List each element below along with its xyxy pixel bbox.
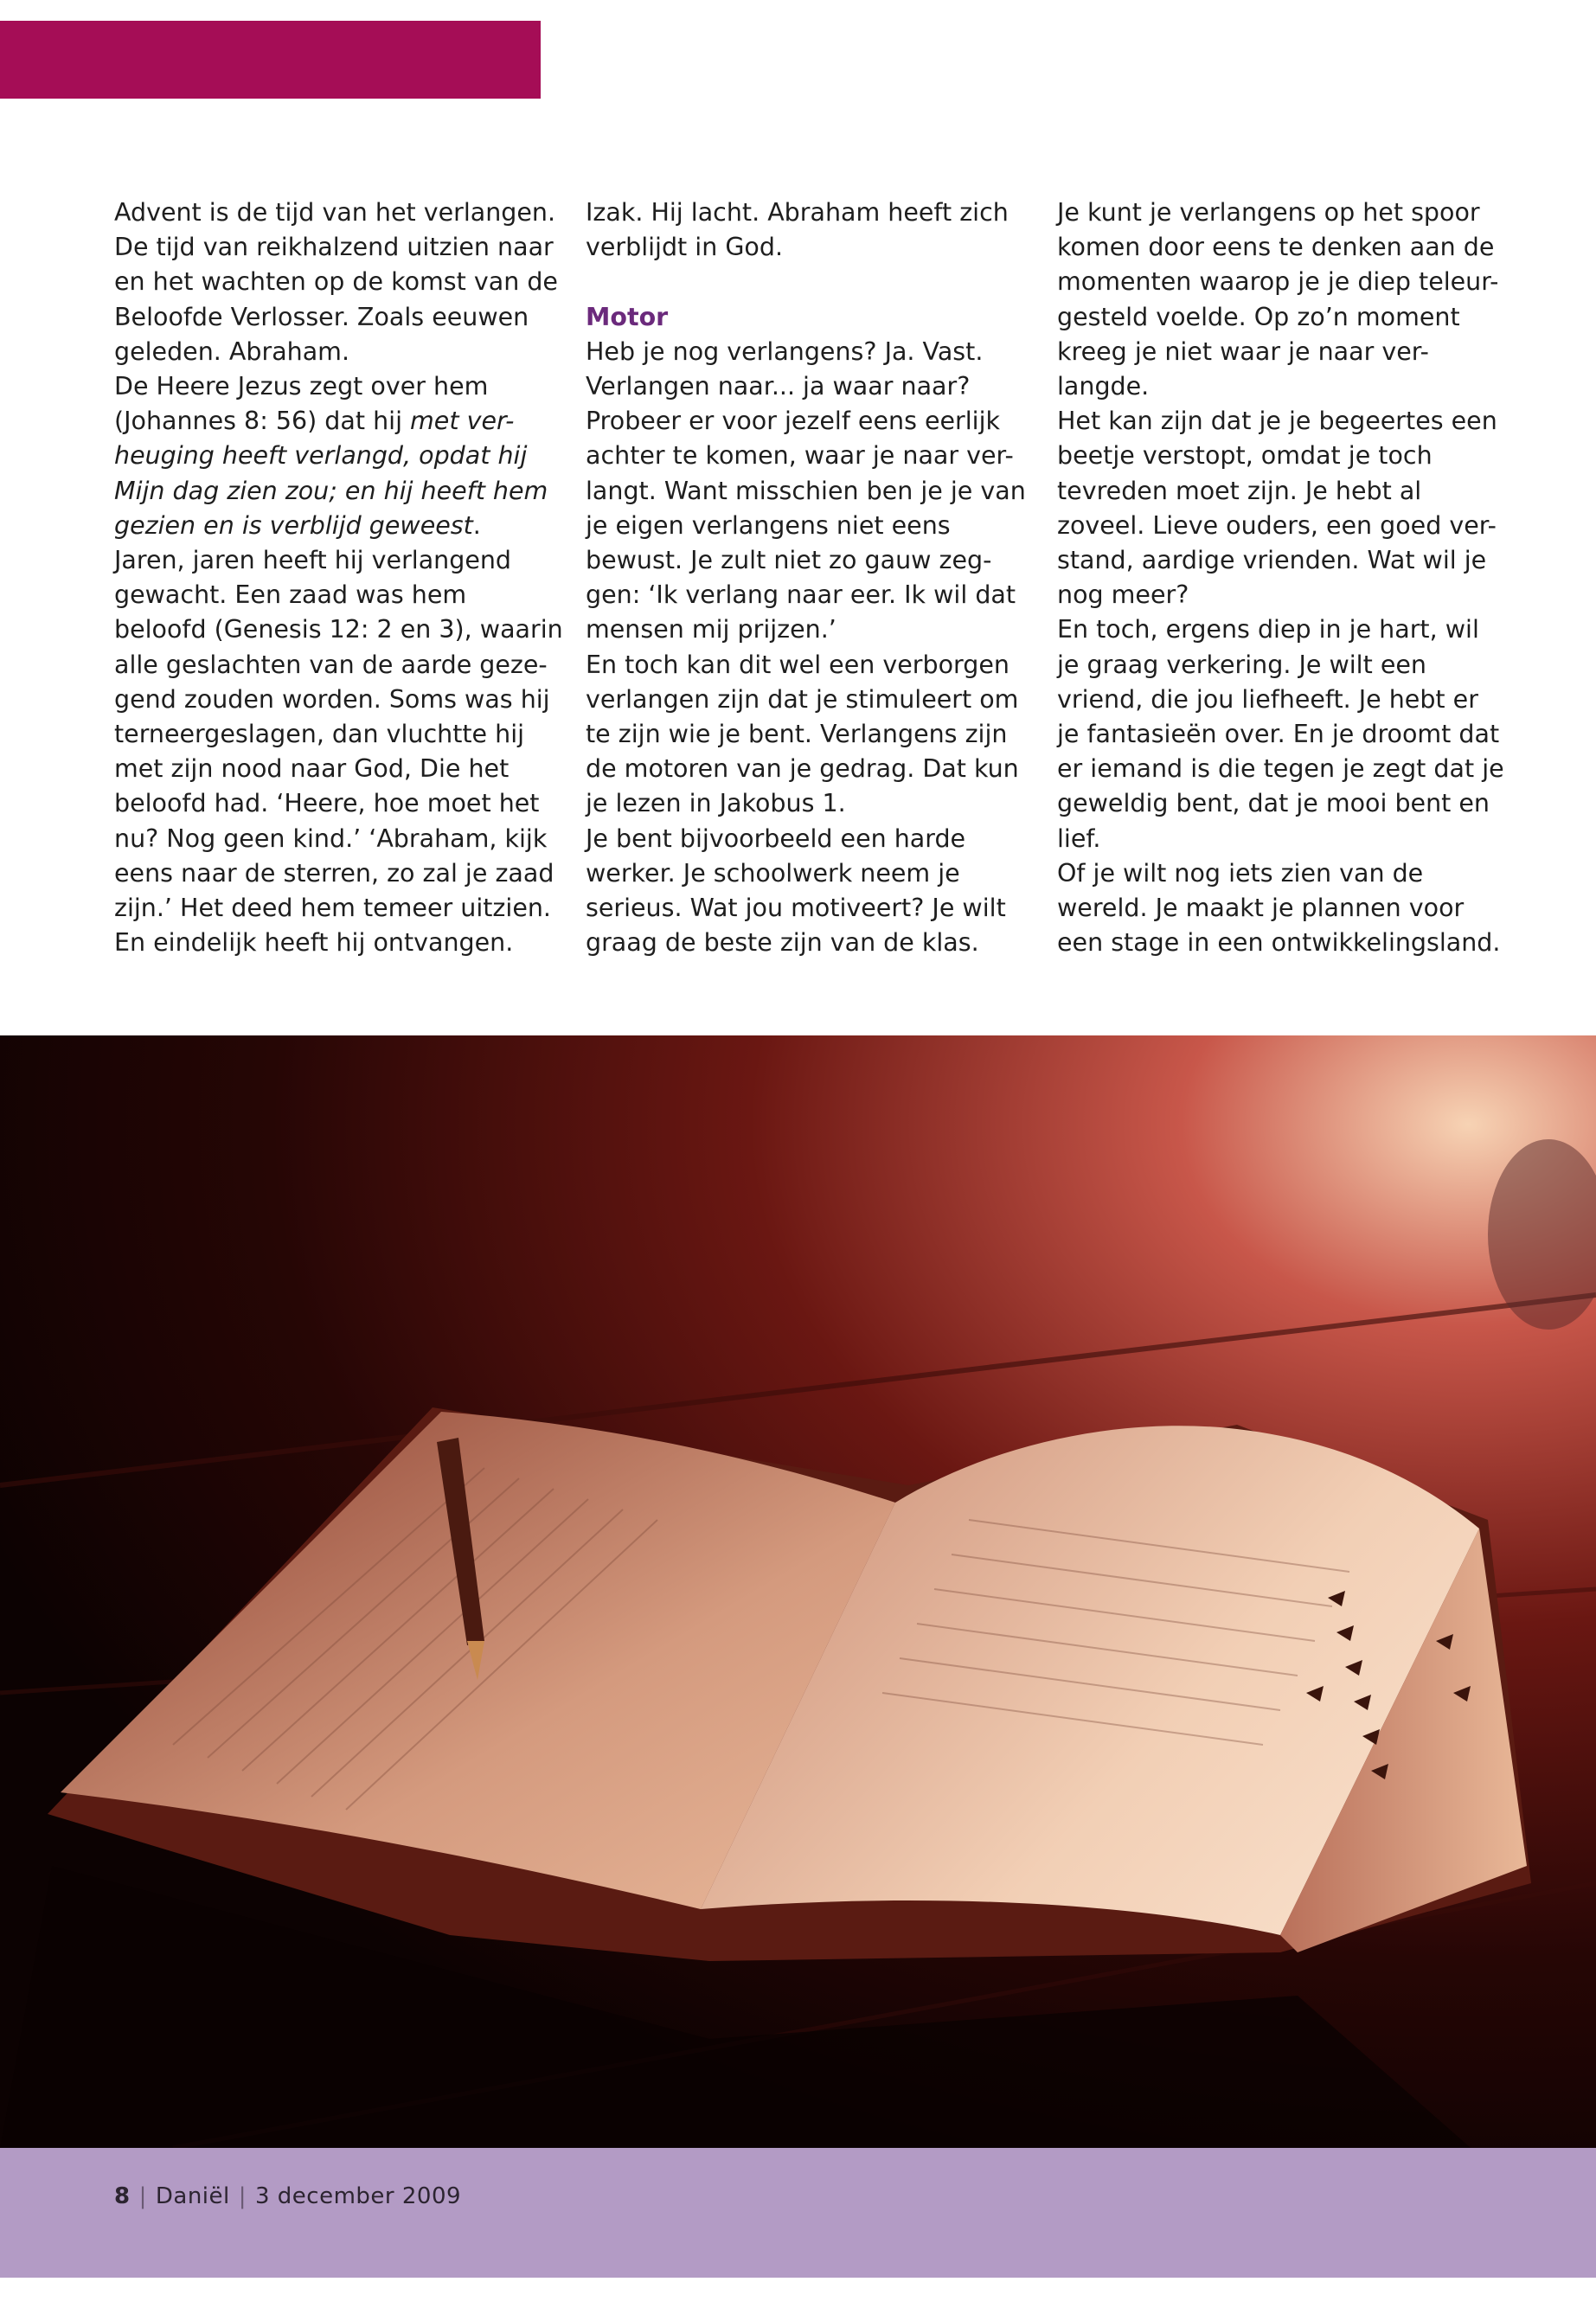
text-span: En toch kan dit wel een verborgen (586, 650, 1010, 679)
text-line (114, 265, 558, 299)
text-span: Jaren, jaren heeft hij verlangend (114, 546, 512, 575)
text-span: te zijn wie je bent. Verlangens zijn (586, 720, 1008, 749)
text-line (114, 195, 556, 230)
text-span: met zijn nood naar God, Die het (114, 754, 510, 784)
text-line (586, 509, 1022, 543)
text-line (114, 578, 551, 612)
text-line (114, 926, 551, 960)
text-line (114, 752, 551, 786)
text-span: gewacht. Een zaad was hem (114, 580, 467, 610)
text-span: En eindelijk heeft hij ontvangen. (114, 928, 514, 958)
text-span: Verlangen naar... ja waar naar? (586, 372, 971, 401)
header-accent-bar (0, 21, 541, 99)
text-line (586, 230, 1022, 265)
text-span: en het wachten op de komst van de (114, 267, 558, 297)
text-line (1057, 648, 1494, 683)
text-line (586, 648, 1022, 683)
text-span: geweldig bent, dat je mooi bent en (1057, 789, 1490, 818)
text-line (586, 335, 1022, 369)
text-line (1057, 369, 1494, 404)
text-span: werker. Je schoolwerk neem je (586, 858, 960, 888)
text-line (1057, 926, 1501, 960)
text-span: lief. (1057, 824, 1101, 853)
text-span: zijn.’ Het deed hem temeer uitzien. (114, 894, 551, 923)
text-span: Het kan zijn dat je je begeertes een (1057, 407, 1497, 436)
text-line (586, 856, 1022, 891)
text-span: nu? Nog geen kind.’ ‘Abraham, kijk (114, 824, 548, 853)
article-column-2 (586, 195, 1026, 960)
text-span: gen: ‘Ik verlang naar eer. Ik wil dat (586, 580, 1016, 610)
text-line (1057, 752, 1504, 786)
text-line (114, 648, 551, 683)
text-line (586, 612, 1022, 647)
text-line (1057, 856, 1494, 891)
text-span: achter te komen, waar je naar ver- (586, 441, 1014, 471)
text-span: je fantasieën over. En je droomt dat (1057, 720, 1500, 749)
text-span: nog meer? (1057, 580, 1189, 610)
text-span: komen door eens te denken aan de (1057, 233, 1495, 262)
text-span: . (472, 510, 481, 540)
text-span: kreeg je niet waar je naar ver- (1057, 336, 1429, 366)
text-span: Beloofde Verlosser. Zoals eeuwen (114, 302, 529, 331)
text-line (114, 300, 551, 335)
text-line (1057, 474, 1494, 509)
text-line (586, 474, 1026, 509)
text-line (586, 369, 1022, 404)
text-line (1057, 543, 1494, 578)
text-span: graag de beste zijn van de klas. (586, 928, 979, 958)
text-span: je graag verkering. Je wilt een (1057, 650, 1426, 679)
text-line (586, 891, 1022, 926)
text-span: beloofd (Genesis 12: 2 en 3), waarin (114, 615, 563, 644)
text-span: langt. Want misschien ben je je van (586, 476, 1026, 505)
text-span: De tijd van reikhalzend uitzien naar (114, 233, 554, 262)
text-line (1057, 265, 1499, 299)
text-line (114, 335, 551, 369)
text-line (586, 578, 1022, 612)
text-span: Advent is de tijd van het verlangen. (114, 198, 556, 227)
text-line (114, 786, 551, 821)
text-span: (Johannes 8: 56) dat hij (114, 407, 411, 436)
text-line (586, 717, 1022, 752)
text-line (586, 195, 1022, 230)
text-line (586, 404, 1022, 439)
text-line (1057, 404, 1497, 439)
text-span: serieus. Wat jou motiveert? Je wilt (586, 894, 1006, 923)
text-line (1057, 230, 1494, 265)
text-line (1057, 612, 1494, 647)
page-footer (114, 2183, 461, 2209)
text-span: Probeer er voor jezelf eens eerlijk (586, 407, 1001, 436)
text-line (1057, 717, 1500, 752)
text-span: je lezen in Jakobus 1. (586, 789, 846, 818)
text-line (586, 926, 1022, 960)
text-span: verlangen zijn dat je stimuleert om (586, 684, 1019, 714)
open-bible-photo (0, 1035, 1596, 2148)
text-line (114, 439, 551, 473)
text-line (1057, 509, 1497, 543)
magazine-name: Daniël (155, 2183, 230, 2209)
text-line (114, 856, 554, 891)
text-line (1057, 891, 1494, 926)
text-span: zoveel. Lieve ouders, een goed ver- (1057, 510, 1497, 540)
text-span: Izak. Hij lacht. Abraham heeft zich (586, 198, 1009, 227)
text-line (114, 891, 551, 926)
text-line (114, 509, 551, 543)
scripture-quote: met ver- (410, 407, 515, 436)
text-span: gend zouden worden. Soms was hij (114, 684, 550, 714)
text-span: Je bent bijvoorbeeld een harde (586, 824, 966, 853)
text-span: Je kunt je verlangens op het spoor (1057, 198, 1480, 227)
text-line (586, 786, 1022, 821)
text-span: er iemand is die tegen je zegt dat je (1057, 754, 1504, 784)
text-line (114, 543, 551, 578)
text-line (1057, 335, 1494, 369)
text-span: wereld. Je maakt je plannen voor (1057, 894, 1465, 923)
text-line (586, 752, 1022, 786)
text-line (1057, 786, 1494, 821)
scripture-quote: gezien en is verblijd geweest (114, 510, 473, 540)
footer-separator: | (138, 2183, 147, 2209)
section-heading: Motor (586, 302, 669, 331)
text-line (586, 822, 1022, 856)
issue-date: 3 december 2009 (255, 2183, 462, 2209)
text-line (114, 822, 551, 856)
text-span: gesteld voelde. Op zo’n moment (1057, 302, 1460, 331)
page-number: 8 (114, 2183, 131, 2209)
text-span: vriend, die jou liefheeft. Je hebt er (1057, 684, 1478, 714)
text-span: Heb je nog verlangens? Ja. Vast. (586, 336, 984, 366)
text-span: langde. (1057, 372, 1150, 401)
text-line (586, 543, 1022, 578)
text-span: En toch, ergens diep in je hart, wil (1057, 615, 1479, 644)
scripture-quote: Mijn dag zien zou; en hij heeft hem (114, 476, 548, 505)
text-span: terneergeslagen, dan vluchtte hij (114, 720, 525, 749)
text-line (114, 230, 554, 265)
text-line (1057, 683, 1494, 717)
text-line (586, 439, 1022, 473)
footer-separator: | (238, 2183, 247, 2209)
paragraph-gap (586, 265, 1022, 299)
text-line (114, 683, 551, 717)
text-span: De Heere Jezus zegt over hem (114, 372, 489, 401)
text-line (114, 717, 551, 752)
text-span: de motoren van je gedrag. Dat kun (586, 754, 1019, 784)
scripture-quote: heuging heeft verlangd, opdat hij (114, 441, 528, 471)
text-line (1057, 822, 1494, 856)
article-column-1 (114, 195, 563, 960)
text-span: mensen mij prijzen.’ (586, 615, 836, 644)
text-line (1057, 578, 1494, 612)
text-line (114, 474, 551, 509)
text-span: beetje verstopt, omdat je toch (1057, 441, 1433, 471)
footer-band (0, 2148, 1596, 2278)
text-span: verblijdt in God. (586, 233, 783, 262)
text-line (586, 683, 1022, 717)
text-span: eens naar de sterren, zo zal je zaad (114, 858, 554, 888)
article-column-3 (1057, 195, 1504, 960)
text-span: een stage in een ontwikkelingsland. (1057, 928, 1501, 958)
text-span: Of je wilt nog iets zien van de (1057, 858, 1424, 888)
text-span: bewust. Je zult niet zo gauw zeg- (586, 546, 992, 575)
text-line (1057, 439, 1494, 473)
text-span: stand, aardige vrienden. Wat wil je (1057, 546, 1487, 575)
text-line (114, 369, 551, 404)
text-line (114, 612, 563, 647)
text-line (1057, 300, 1494, 335)
text-span: beloofd had. ‘Heere, hoe moet het (114, 789, 540, 818)
text-span: je eigen verlangens niet eens (586, 510, 951, 540)
text-line (114, 404, 551, 439)
text-span: tevreden moet zijn. Je hebt al (1057, 476, 1422, 505)
text-line (1057, 195, 1494, 230)
text-span: alle geslachten van de aarde geze- (114, 650, 548, 679)
text-span: momenten waarop je je diep teleur- (1057, 267, 1499, 297)
text-span: geleden. Abraham. (114, 336, 350, 366)
